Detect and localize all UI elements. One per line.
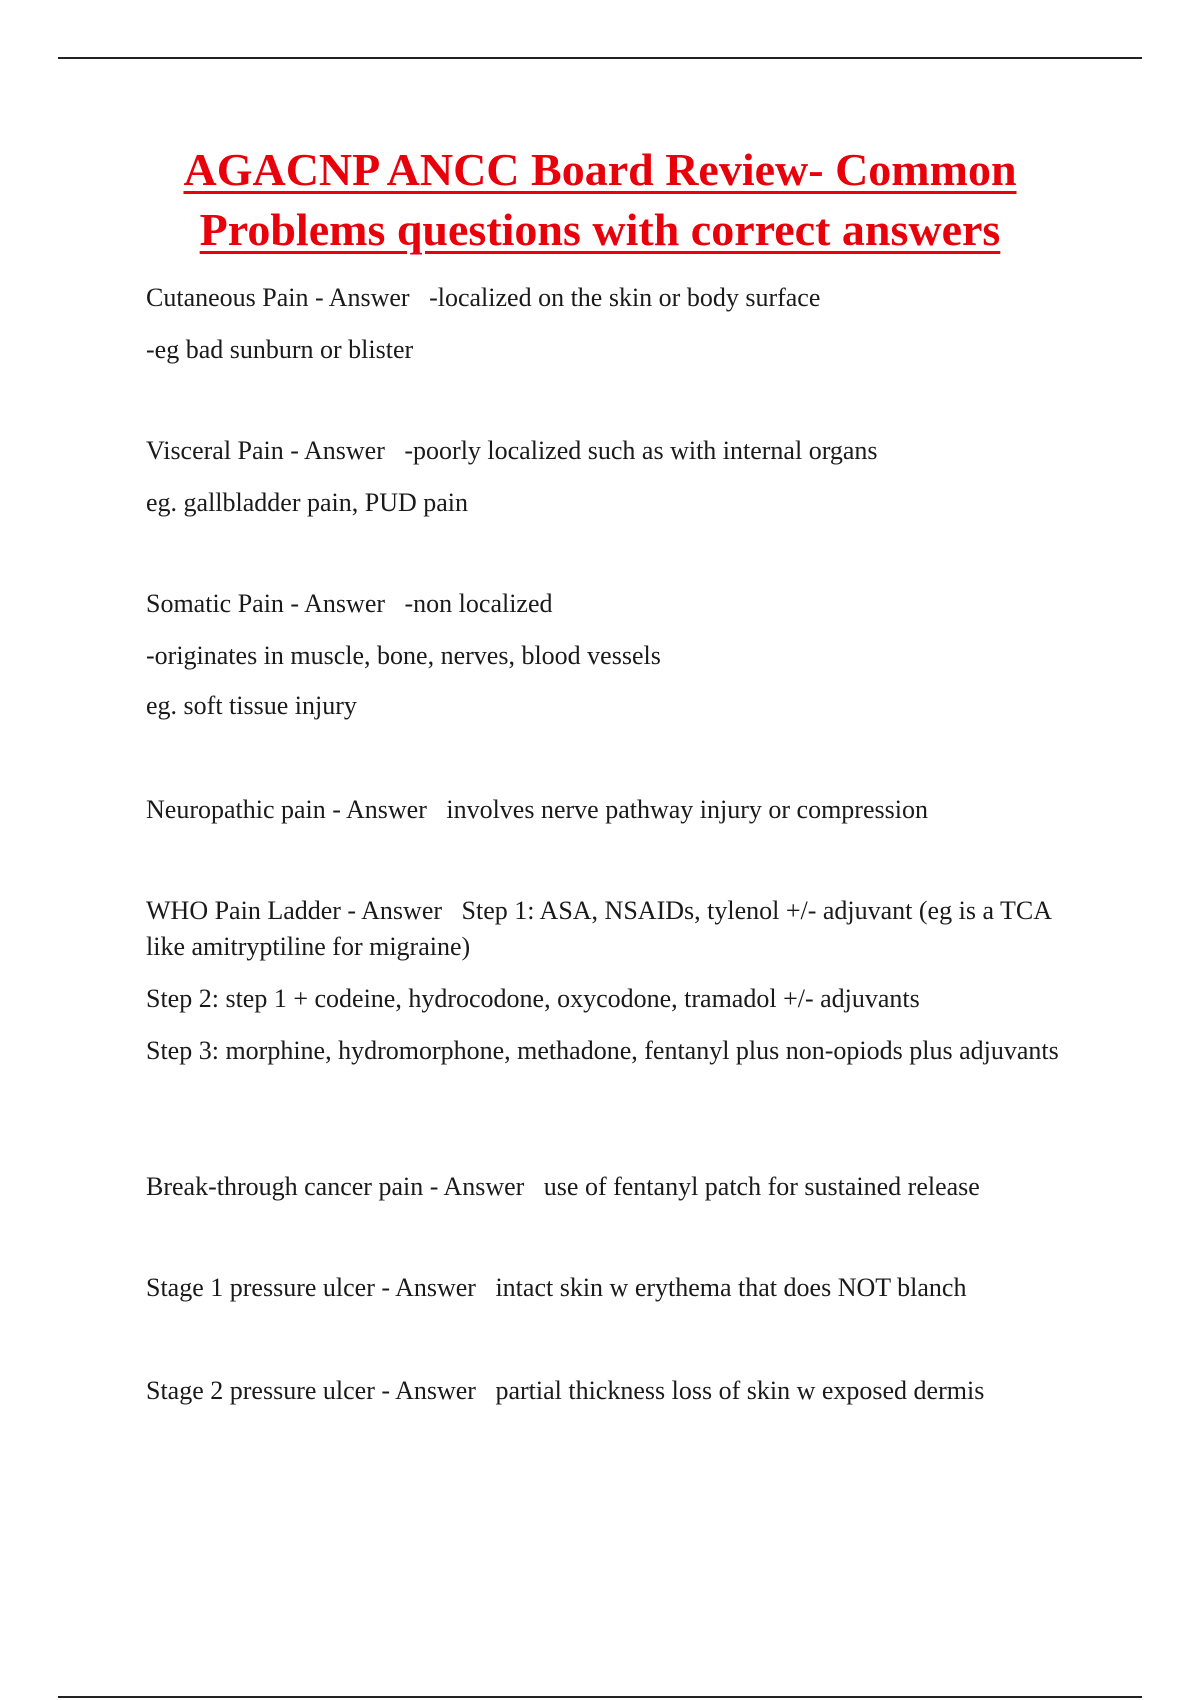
bottom-rule: [58, 1696, 1142, 1698]
qa-line: Break-through cancer pain - Answer use of fentanyl patch for sustained release: [146, 1172, 980, 1201]
qa-entry-somatic-pain: [146, 586, 1086, 724]
top-rule: [58, 57, 1142, 59]
qa-line: Stage 2 pressure ulcer - Answer partial thickness loss of skin w exposed dermis: [146, 1376, 985, 1405]
qa-line: WHO Pain Ladder - Answer Step 1: ASA, NSAIDs, tylenol +/- adjuvant (eg is a TCA like amitryptiline for migraine): [146, 896, 1058, 961]
qa-line: eg. soft tissue injury: [146, 691, 357, 720]
qa-entry-stage-1-pressure-ulcer: [146, 1270, 1086, 1306]
qa-line: -eg bad sunburn or blister: [146, 335, 414, 364]
qa-entry-neuropathic-pain: [146, 792, 1086, 828]
qa-line: Neuropathic pain - Answer involves nerve pathway injury or compression: [146, 795, 928, 824]
qa-line: Step 3: morphine, hydromorphone, methadone, fentanyl plus non-opiods plus adjuvants: [146, 1036, 1059, 1065]
qa-line: eg. gallbladder pain, PUD pain: [146, 488, 469, 517]
qa-line: Step 2: step 1 + codeine, hydrocodone, oxycodone, tramadol +/- adjuvants: [146, 984, 920, 1013]
qa-entry-cutaneous-pain: [146, 280, 1086, 368]
qa-line: Visceral Pain - Answer -poorly localized such as with internal organs: [146, 436, 878, 465]
qa-line: Cutaneous Pain - Answer -localized on the skin or body surface: [146, 283, 821, 312]
qa-line: Somatic Pain - Answer -non localized: [146, 589, 553, 618]
qa-entry-who-pain-ladder: [146, 893, 1086, 1069]
qa-line: -originates in muscle, bone, nerves, blood vessels: [146, 641, 661, 670]
qa-line: Stage 1 pressure ulcer - Answer intact skin w erythema that does NOT blanch: [146, 1273, 967, 1302]
qa-entry-stage-2-pressure-ulcer: [146, 1373, 1086, 1409]
qa-entry-breakthrough-cancer-pain: [146, 1169, 1086, 1205]
page-title: AGACNP ANCC Board Review- Common Problems questions with correct answers: [183, 144, 1017, 255]
qa-entry-visceral-pain: [146, 433, 1086, 521]
